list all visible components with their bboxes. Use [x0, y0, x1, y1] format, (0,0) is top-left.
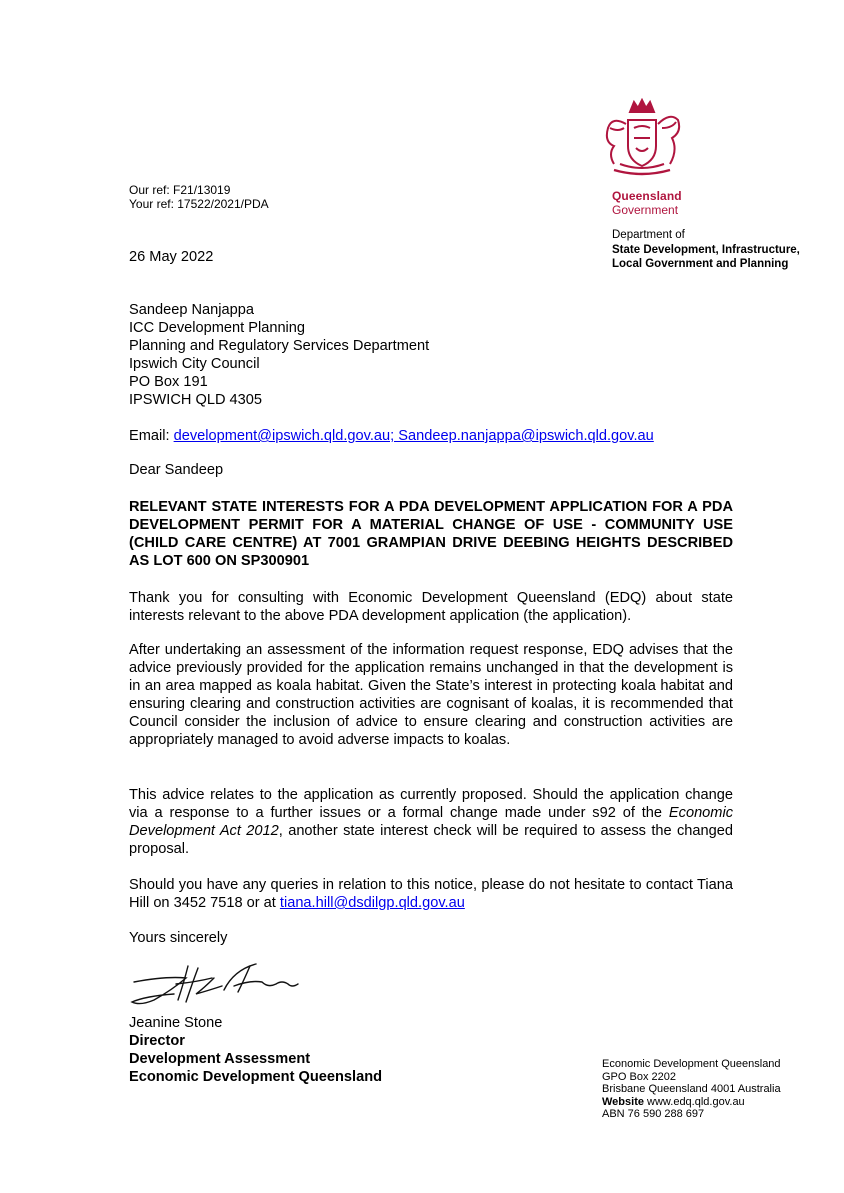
recipient-po: PO Box 191: [129, 374, 208, 390]
recipient-unit: ICC Development Planning: [129, 320, 306, 336]
paragraph-4: [129, 876, 733, 912]
signatory-title: Director: [129, 1033, 185, 1049]
department-line1: State Development, Infrastructure,: [612, 244, 800, 256]
footer-city: Brisbane Queensland 4001 Australia: [602, 1083, 781, 1095]
closing: Yours sincerely: [129, 930, 228, 946]
salutation: Dear Sandeep: [129, 462, 224, 478]
department-block: [612, 228, 832, 271]
paragraph-3: [129, 786, 733, 858]
paragraph-4-text: Should you have any queries in relation to this notice, please do not hesitate to contact Tiana Hill on 3452 7518 or at: [129, 877, 733, 911]
recipient-address: [129, 301, 429, 409]
signatory-org: Economic Development Queensland: [129, 1069, 383, 1085]
subject-heading: RELEVANT STATE INTERESTS FOR A PDA DEVELOPMENT APPLICATION FOR A PDA DEVELOPMENT PERMIT FOR A MATERIAL CHANGE OF USE - COMMUNITY USE (CHILD CARE CENTRE) AT 7001 GRAMPIAN DRIVE DEEBING HEIGHTS DESCRIBED AS LOT 600 ON SP300901: [129, 499, 733, 569]
paragraph-3-act: Economic Development Act 2012: [129, 805, 733, 839]
footer-website-label: Website: [602, 1095, 644, 1108]
department-line2: Local Government and Planning: [612, 258, 789, 270]
recipient-dept: Planning and Regulatory Services Department: [129, 338, 430, 354]
recipient-city: IPSWICH QLD 4305: [129, 392, 263, 408]
signature-image: [126, 960, 306, 1010]
email-label: Email:: [129, 428, 174, 444]
letter-date: 26 May 2022: [129, 249, 214, 265]
recipient-name: Sandeep Nanjappa: [129, 302, 254, 318]
email-line: [129, 427, 654, 445]
footer-address: [602, 1058, 781, 1121]
footer-box: GPO Box 2202: [602, 1070, 676, 1083]
paragraph-1: Thank you for consulting with Economic Development Queensland (EDQ) about state interests relevant to the above PDA development application (the application).: [129, 590, 733, 624]
footer-abn: ABN 76 590 288 697: [602, 1108, 705, 1120]
signatory-block: [129, 1014, 382, 1086]
signatory-unit: Development Assessment: [129, 1051, 311, 1067]
qld-government-logo: [600, 98, 684, 217]
paragraph-3-end: , another state interest check will be required to assess the changed proposal.: [129, 823, 734, 857]
logo-line1: Queensland: [612, 189, 682, 203]
queensland-coat-of-arms-icon: [600, 98, 684, 182]
department-prefix: Department of: [612, 229, 685, 241]
signatory-name: Jeanine Stone: [129, 1015, 223, 1031]
recipient-org: Ipswich City Council: [129, 356, 260, 372]
email-links[interactable]: development@ipswich.qld.gov.au; Sandeep.nanjappa@ipswich.qld.gov.au: [173, 428, 654, 444]
our-ref: Our ref: F21/13019: [129, 183, 231, 197]
reference-block: [129, 183, 269, 211]
paragraph-2: After undertaking an assessment of the information request response, EDQ advises that the advice previously provided for the application remains unchanged in that the development is in an area mapped as koala habitat. Given the State’s interest in protecting koala habitat and ensuring clearing and construction activities are cognisant of koalas, it is recommended that Council consider the inclusion of advice to ensure clearing and construction activities are appropriately managed to avoid adverse impacts to koalas.: [129, 642, 733, 748]
footer-website-url: www.edq.qld.gov.au: [643, 1095, 745, 1108]
contact-email-link[interactable]: tiana.hill@dsdilgp.qld.gov.au: [279, 895, 465, 911]
logo-line2: Government: [612, 203, 679, 217]
your-ref: Your ref: 17522/2021/PDA: [129, 197, 269, 211]
paragraph-3-start: This advice relates to the application as currently proposed. Should the application change via a response to a further issues or a formal change made under s92 of the: [129, 787, 733, 821]
footer-website: [602, 1096, 781, 1109]
footer-org: Economic Development Queensland: [602, 1058, 781, 1070]
